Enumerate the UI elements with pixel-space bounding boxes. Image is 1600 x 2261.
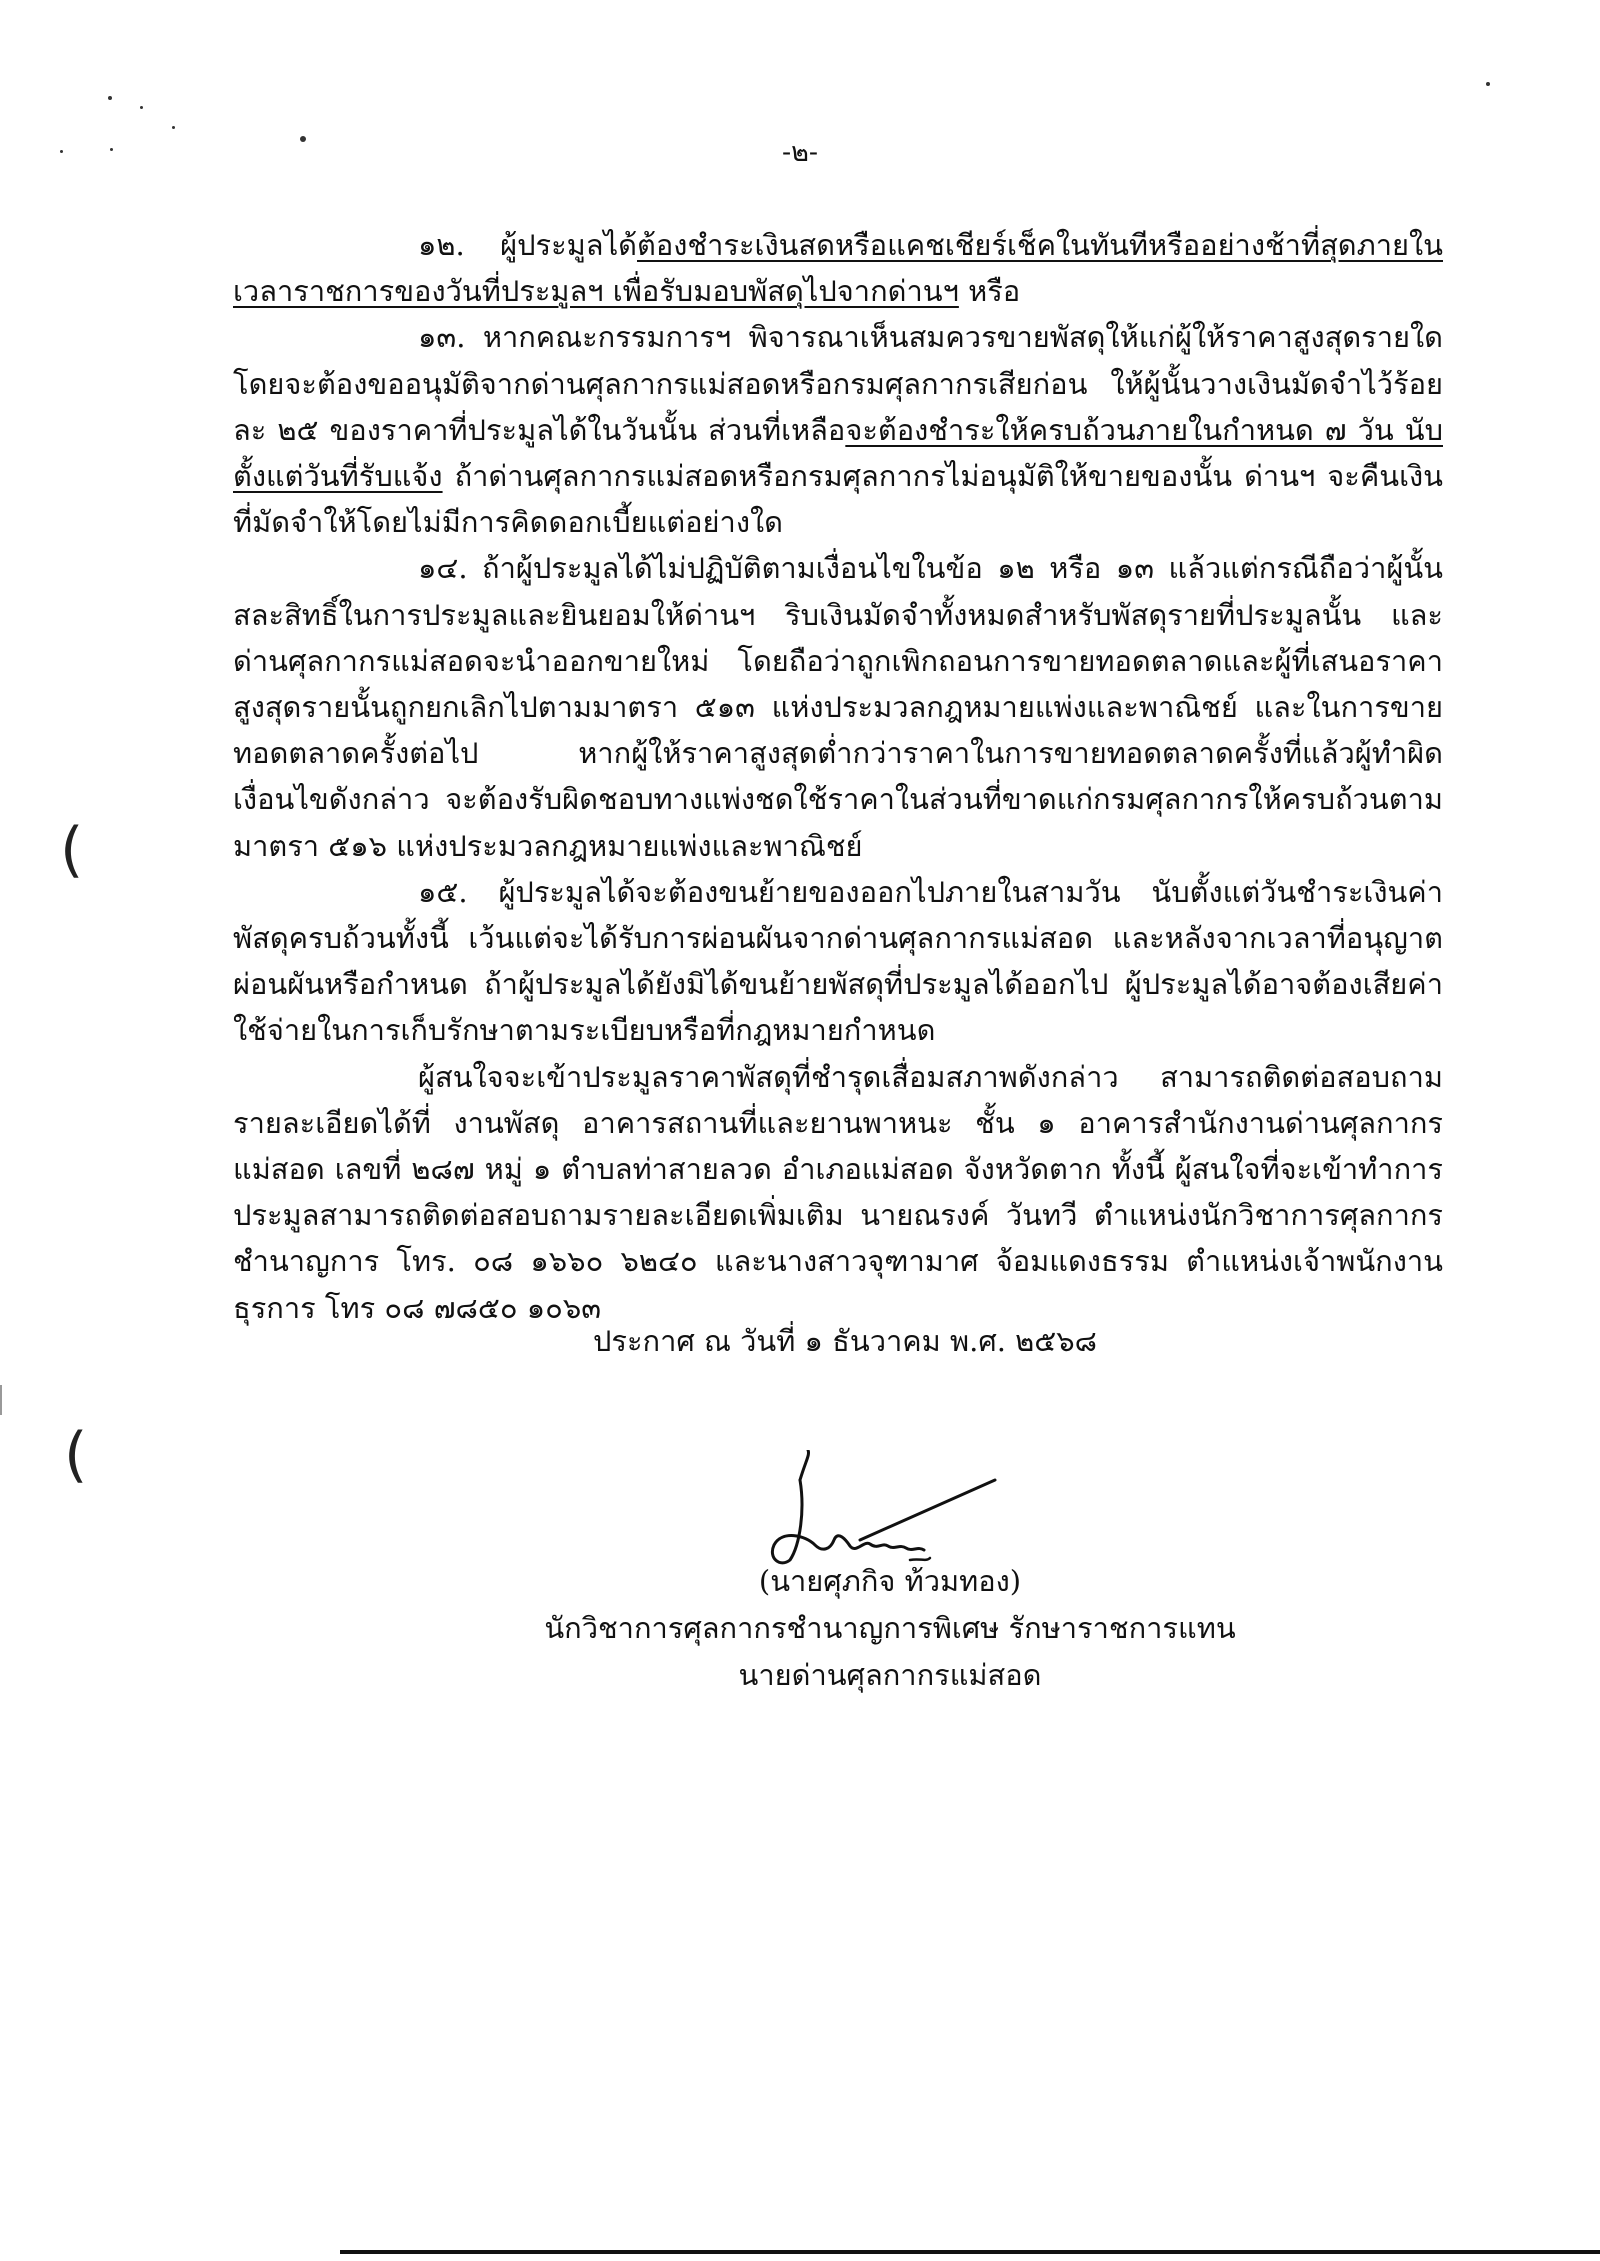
scan-speck: [1486, 82, 1490, 86]
paragraph-p13: [233, 314, 1443, 545]
scan-edge: [0, 1385, 2, 1415]
paragraph-text: ๑๕. ผู้ประมูลได้จะต้องขนย้ายของออกไปภายในสามวัน นับตั้งแต่วันชำระเงินค่าพัสดุครบถ้วนทั้งนี้ เว้นแต่จะได้รับการผ่อนผันจากด่านศุลกากรแม่สอด และหลังจากเวลาที่อนุญาตผ่อนผันหรือกำหนด ถ้าผู้ประมูลได้ยังมิได้ขนย้ายพัสดุที่ประมูลได้ออกไป ผู้ประมูลได้อาจต้องเสียค่าใช้จ่ายในการเก็บรักษาตามระเบียบหรือที่กฎหมายกำหนด: [233, 874, 1443, 1048]
signatory-position: นักวิชาการศุลกากรชำนาญการพิเศษ รักษาราชการแทน: [544, 1611, 1236, 1645]
signatory-office: นายด่านศุลกากรแม่สอด: [738, 1658, 1042, 1692]
paragraph-p-contact: [233, 1054, 1443, 1331]
paragraph-text: หรือ: [958, 274, 1021, 309]
document-body: [233, 222, 1443, 1331]
paragraph-text: ถ้าด่านศุลกากรแม่สอดหรือกรมศุลกากรไม่อนุมัติให้ขายของนั้น ด่านฯ จะคืนเงินที่มัดจำให้โดยไม่มีการคิดดอกเบี้ยแต่อย่างใด: [233, 459, 1443, 540]
underlined-text: ต้องชำระเงินสดหรือแคชเชียร์เช็คในทันทีหรืออย่างช้าที่สุดภายในเวลาราชการของวันที่ประมูลฯ เพื่อรับมอบพัสดุไปจากด่านฯ: [233, 228, 1443, 309]
paragraph-text: ผู้สนใจจะเข้าประมูลราคาพัสดุที่ชำรุดเสื่อมสภาพดังกล่าว สามารถติดต่อสอบถามรายละเอียดได้ที่ งานพัสดุ อาคารสถานที่และยานพาหนะ ชั้น ๑ อาคารสำนักงานด่านศุลกากรแม่สอด เลขที่ ๒๘๗ หมู่ ๑ ตำบลท่าสายลวด อำเภอแม่สอด จังหวัดตาก ทั้งนี้ ผู้สนใจที่จะเข้าทำการประมูลสามารถติดต่อสอบถามรายละเอียดเพิ่มเติม นายณรงค์ วันทวี ตำแหน่งนักวิชาการศุลกากรชำนาญการ โทร. ๐๘ ๑๖๖๐ ๖๒๔๐ และนางสาวจุฑามาศ จ้อมแดงธรรม ตำแหน่งเจ้าพนักงานธุรการ โทร ๐๘ ๗๘๕๐ ๑๐๖๓: [233, 1059, 1443, 1325]
scan-speck: [140, 106, 143, 109]
paragraph-p14: [233, 545, 1443, 868]
binder-hole-mark: (: [64, 1420, 88, 1490]
underlined-text: จะต้องชำระให้ครบถ้วนภายในกำหนด ๗ วัน นับตั้งแต่วันที่รับแจ้ง: [233, 412, 1443, 494]
scan-speck: [172, 126, 175, 129]
announcement-date: ประกาศ ณ วันที่ ๑ ธันวาคม พ.ศ. ๒๕๖๘: [592, 1324, 1098, 1358]
scan-bottom-edge: [340, 2250, 1600, 2254]
page-number: -๒-: [781, 137, 819, 168]
paragraph-p15: [233, 869, 1443, 1054]
paragraph-text: ๑๒. ผู้ประมูลได้: [418, 228, 637, 262]
handwritten-signature: [760, 1450, 1060, 1570]
scan-speck: [108, 96, 112, 100]
paragraph-p12: [233, 222, 1443, 314]
paragraph-text: ๑๔. ถ้าผู้ประมูลได้ไม่ปฏิบัติตามเงื่อนไขในข้อ ๑๒ หรือ ๑๓ แล้วแต่กรณีถือว่าผู้นั้นสละสิทธิ์ในการประมูลและยินยอมให้ด่านฯ ริบเงินมัดจำทั้งหมดสำหรับพัสดุรายที่ประมูลนั้น และด่านศุลกากรแม่สอดจะนำออกขายใหม่ โดยถือว่าถูกเพิกถอนการขายทอดตลาดและผู้ที่เสนอราคาสูงสุดรายนั้นถูกยกเลิกไปตามมาตรา ๕๑๓ แห่งประมวลกฎหมายแพ่งและพาณิชย์ และในการขายทอดตลาดครั้งต่อไป หากผู้ให้ราคาสูงสุดต่ำกว่าราคาในการขายทอดตลาดครั้งที่แล้วผู้ทำผิดเงื่อนไขดังกล่าว จะต้องรับผิดชอบทางแพ่งชดใช้ราคาในส่วนที่ขาดแก่กรมศุลกากรให้ครบถ้วนตามมาตรา ๕๑๖ แห่งประมวลกฎหมายแพ่งและพาณิชย์: [233, 551, 1443, 863]
signatory-name: (นายศุภกิจ ท้วมทอง): [758, 1564, 1022, 1598]
binder-hole-mark: (: [60, 815, 84, 885]
signature-block: [440, 1558, 1340, 1699]
paragraph-text: ๑๓. หากคณะกรรมการฯ พิจารณาเห็นสมควรขายพัสดุให้แก่ผู้ให้ราคาสูงสุดรายใด โดยจะต้องขออนุมัติจากด่านศุลกากรแม่สอดหรือกรมศุลกากรเสียก่อน ให้ผู้นั้นวางเงินมัดจำไว้ร้อยละ ๒๕ ของราคาที่ประมูลได้ในวันนั้น ส่วนที่เหลือ: [233, 320, 1443, 447]
